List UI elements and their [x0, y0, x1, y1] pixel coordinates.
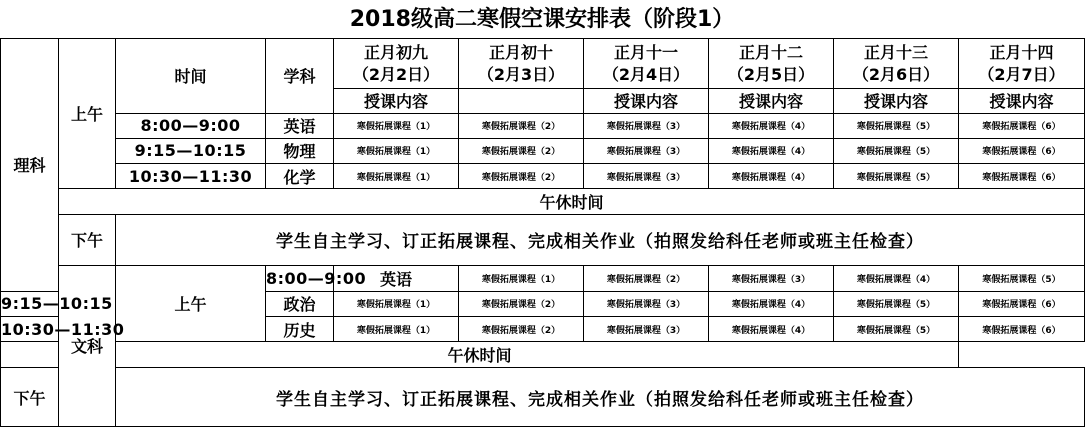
time-cell: 10:30—11:30 [1, 317, 59, 342]
subject-cell: 历史 [266, 317, 334, 342]
course-cell: 寒假拓展课程（2） [584, 265, 709, 291]
course-cell: 寒假拓展课程（5） [834, 138, 959, 163]
day-header: 正月初九 （2月2日） [334, 39, 459, 89]
afternoon-row [1, 368, 1085, 427]
sheet-title: 2018级高二寒假空课安排表（阶段1） [349, 7, 735, 32]
course-cell: 寒假拓展课程（1） [334, 317, 459, 342]
course-cell: 寒假拓展课程（4） [709, 113, 834, 138]
course-cell: 寒假拓展课程（5） [959, 265, 1085, 291]
course-cell: 寒假拓展课程（1） [334, 291, 459, 316]
course-cell: 寒假拓展课程（4） [709, 163, 834, 188]
course-cell: 寒假拓展课程（4） [709, 291, 834, 316]
course-cell: 寒假拓展课程（3） [709, 265, 834, 291]
course-cell: 寒假拓展课程（2） [459, 317, 584, 342]
content-header [459, 89, 584, 113]
lunch-row [1, 189, 1085, 215]
table-row [1, 138, 1085, 163]
content-header: 授课内容 [334, 89, 459, 113]
track-label-arts: 文科 [59, 265, 116, 426]
afternoon-label-science: 下午 [59, 215, 116, 265]
course-cell: 寒假拓展课程（4） [834, 265, 959, 291]
afternoon-note: 学生自主学习、订正拓展课程、完成相关作业（拍照发给科任老师或班主任检查） [116, 215, 1085, 265]
course-cell: 寒假拓展课程（2） [459, 138, 584, 163]
course-cell: 寒假拓展课程（3） [584, 113, 709, 138]
day-header: 正月十二 （2月5日） [709, 39, 834, 89]
course-cell: 寒假拓展课程（5） [834, 113, 959, 138]
time-cell: 8:00—9:00 [266, 265, 334, 291]
header-row [1, 39, 1085, 89]
afternoon-note: 学生自主学习、订正拓展课程、完成相关作业（拍照发给科任老师或班主任检查） [116, 368, 1085, 427]
course-cell: 寒假拓展课程（1） [459, 265, 584, 291]
afternoon-label-arts: 下午 [1, 368, 59, 427]
content-header: 授课内容 [584, 89, 709, 113]
course-cell: 寒假拓展课程（2） [459, 113, 584, 138]
course-cell: 寒假拓展课程（3） [584, 163, 709, 188]
subject-cell: 化学 [266, 163, 334, 188]
course-cell: 寒假拓展课程（1） [334, 163, 459, 188]
course-cell: 寒假拓展课程（3） [584, 138, 709, 163]
lunch-break: 午休时间 [1, 342, 959, 368]
course-cell: 寒假拓展课程（5） [834, 291, 959, 316]
course-cell: 寒假拓展课程（3） [584, 291, 709, 316]
time-cell: 9:15—10:15 [1, 291, 59, 316]
course-cell: 寒假拓展课程（2） [459, 291, 584, 316]
time-header: 时间 [116, 39, 266, 114]
schedule-table [0, 38, 1085, 427]
course-cell: 寒假拓展课程（5） [834, 317, 959, 342]
table-row [1, 163, 1085, 188]
day-header: 正月十四 （2月7日） [959, 39, 1085, 89]
course-cell: 寒假拓展课程（4） [709, 317, 834, 342]
time-cell: 8:00—9:00 [116, 113, 266, 138]
course-cell: 寒假拓展课程（5） [834, 163, 959, 188]
content-header: 授课内容 [834, 89, 959, 113]
course-cell: 寒假拓展课程（2） [459, 163, 584, 188]
course-cell: 寒假拓展课程（6） [959, 113, 1085, 138]
course-cell: 寒假拓展课程（6） [959, 138, 1085, 163]
table-row [1, 113, 1085, 138]
day-header: 正月十三 （2月6日） [834, 39, 959, 89]
track-label-science: 理科 [1, 39, 59, 292]
subject-cell: 英语 [266, 113, 334, 138]
course-cell: 寒假拓展课程（6） [959, 317, 1085, 342]
course-cell: 寒假拓展课程（6） [959, 163, 1085, 188]
lunch-break: 午休时间 [59, 189, 1085, 215]
lunch-row [1, 342, 1085, 368]
course-cell: 寒假拓展课程（1） [334, 138, 459, 163]
time-cell: 10:30—11:30 [116, 163, 266, 188]
course-cell: 寒假拓展课程（1） [334, 113, 459, 138]
table-row [1, 265, 1085, 291]
course-cell: 寒假拓展课程（4） [709, 138, 834, 163]
day-header: 正月十一 （2月4日） [584, 39, 709, 89]
subject-header: 学科 [266, 39, 334, 114]
content-header: 授课内容 [959, 89, 1085, 113]
morning-label-arts: 上午 [116, 265, 266, 342]
subject-cell: 政治 [266, 291, 334, 316]
subject-cell: 英语 [334, 265, 459, 291]
content-header: 授课内容 [709, 89, 834, 113]
course-cell: 寒假拓展课程（6） [959, 291, 1085, 316]
course-cell: 寒假拓展课程（3） [584, 317, 709, 342]
time-cell: 9:15—10:15 [116, 138, 266, 163]
morning-label-science: 上午 [59, 39, 116, 189]
day-header: 正月初十 （2月3日） [459, 39, 584, 89]
afternoon-row [1, 215, 1085, 265]
subject-cell: 物理 [266, 138, 334, 163]
